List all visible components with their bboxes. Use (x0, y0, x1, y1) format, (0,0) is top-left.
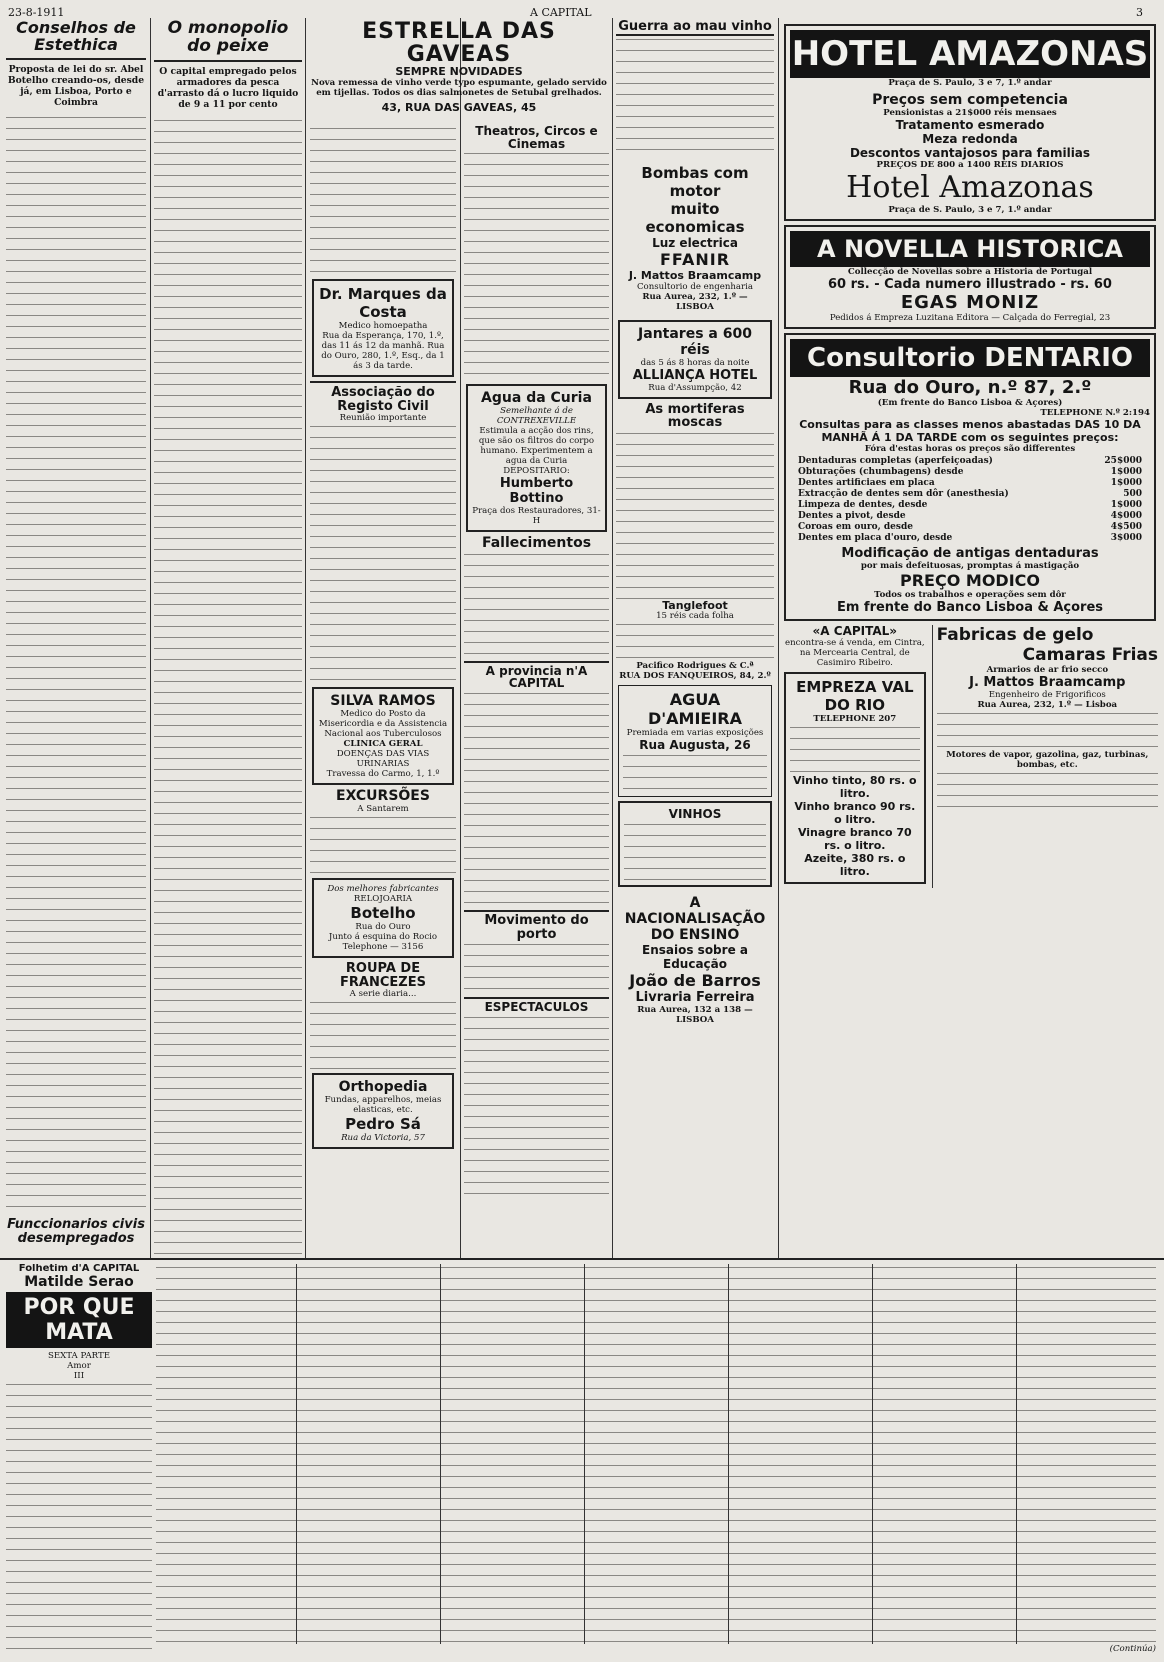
silva-sub2: DOENÇAS DAS VIAS URINARIAS (336, 749, 430, 770)
botelho-addr2: Junto á esquina do Rocio (328, 931, 438, 942)
price-value: 1$000 (1110, 478, 1142, 488)
article-lead-estethica: Proposta de lei do sr. Abel Botelho creando-os, desde já, em Lisboa, Porto e Coimbra (7, 63, 145, 109)
dentario-line2: Fóra d'estas horas os preços são differentes (864, 444, 1076, 454)
capital-box-text: encontra-se á venda, em Cintra, na Mercearia Central, de Casimiro Ribeiro. (784, 637, 925, 668)
bombas-addr: Rua Aurea, 232, 1.º — LISBOA (642, 291, 748, 312)
hotel-sub: Preços sem competencia (872, 92, 1068, 108)
dentario-line: Consultas para as classes menos abastadas DAS 10 DA MANHÃ Á 1 DA TARDE com os seguintes preços: (799, 418, 1141, 444)
fabricas-title2: Camaras Frias (1022, 645, 1158, 665)
hotel-line5: PREÇOS DE 800 a 1400 RÉIS DIARIOS (876, 160, 1064, 170)
estrella-text: Nova remessa de vinho verde typo espumante, gelado servido em tijellas. Todos os dias salmonetes de Setubal grelhados. (311, 77, 607, 98)
roupa-body (310, 999, 456, 1069)
folhetim-header (6, 1264, 152, 1658)
orthopedia-addr: Rua da Victoria, 57 (341, 1133, 425, 1144)
roupa-title: ROUPA DE FRANCEZES (340, 960, 426, 990)
dentario-phone: TELEPHONE N.º 2:194 (1040, 408, 1150, 418)
price-row (798, 522, 1142, 533)
allianca-title: Jantares a 600 réis (638, 325, 752, 358)
price-row (798, 467, 1142, 478)
provincia-title: A provincia n'A CAPITAL (464, 661, 609, 690)
allianca-name: ALLIANÇA HOTEL (632, 367, 758, 383)
tanglefoot-addr: RUA DOS FANQUEIROS, 84, 2.º (619, 671, 771, 682)
estrella-sub: SEMPRE NOVIDADES (395, 65, 523, 79)
ad-orthopedia (312, 1073, 454, 1149)
price-row (798, 511, 1142, 522)
curia-name: Humberto Bottino (499, 476, 574, 507)
novella-title: A NOVELLA HISTORICA (790, 231, 1150, 267)
price-value: 25$000 (1104, 456, 1142, 466)
estrella-address: 43, RUA DAS GAVEAS, 45 (381, 100, 537, 114)
fabricas-body (937, 710, 1158, 750)
dentario-title: Consultorio DENTARIO (790, 339, 1150, 377)
ad-silva-ramos (312, 687, 454, 785)
ad-estrella-gaveas (310, 20, 608, 120)
registo-sub: Reunião importante (339, 413, 427, 424)
bombas-title: Bombas com motor (641, 163, 749, 200)
orthopedia-name: Pedro Sá (345, 1115, 421, 1134)
left-subcolumn (782, 625, 928, 888)
hotel-addr2: Praça de S. Paulo, 3 e 7, 1.º andar (888, 205, 1052, 215)
ad-botelho (312, 878, 454, 958)
excursoes-sub: A Santarem (357, 803, 409, 814)
dentario-line6: Todos os trabalhos e operações sem dôr (874, 590, 1066, 600)
ameira-title: AGUA D'AMIEIRA (647, 690, 743, 729)
folhetim-title: POR QUE MATA (6, 1292, 152, 1348)
roupa-sub: A serie diaria... (349, 989, 417, 1000)
botelho-phone: Telephone — 3156 (342, 941, 424, 952)
registo-title: Associação do Registo Civil (310, 381, 456, 413)
dentario-line4: por mais defeituosas, promptas á mastigação (860, 561, 1080, 571)
hotel-line: Pensionistas a 21$000 réis mensaes (883, 108, 1057, 118)
fabricas-body2 (937, 770, 1158, 810)
silva-addr: Travessa do Carmo, 1, 1.º (326, 769, 440, 780)
nacional-shop: Livraria Ferreira (635, 990, 755, 1006)
ad-bombas-motor (618, 160, 772, 316)
botelho-tag: Dos melhores fabricantes (327, 883, 439, 894)
price-row (798, 533, 1142, 544)
article-title-estethica: Conselhos de Estethica (16, 20, 136, 54)
masthead: A CAPITAL (530, 6, 592, 19)
price-item: Coroas em ouro, desde (798, 522, 913, 532)
tanglefoot-dep: Pacifico Rodrigues & C.ª (636, 661, 754, 672)
silva-title: SILVA RAMOS (330, 693, 436, 710)
bottom-right-ads (782, 625, 1158, 888)
column-6 (782, 20, 1158, 1256)
fabricas-title: Fabricas de gelo (936, 625, 1094, 645)
falecimentos-body (464, 551, 609, 661)
marques-title: Dr. Marques da Costa (319, 285, 447, 321)
empreza-body (790, 724, 920, 774)
fabricas-sub: Armarios de ar frio secco (986, 665, 1109, 675)
hotel-title2: Hotel Amazonas (846, 170, 1094, 205)
ad-nacionalisacao (618, 891, 772, 1029)
nacional-title: A NACIONALISAÇÃO DO ENSINO (624, 895, 766, 944)
provincia-body (464, 690, 609, 910)
registo-body (310, 423, 456, 683)
empreza-line3: Vinagre branco 70 rs. o litro. (797, 825, 912, 852)
guerra-body (616, 36, 774, 156)
marques-text: Rua da Esperança, 170, 1.º, das 11 ás 12 da manhã. Rua do Ouro, 280, 1.º, Esq., da 1 ás 3 da tarde. (321, 331, 445, 371)
hotel-addr: Praça de S. Paulo, 3 e 7, 1.º andar (888, 78, 1052, 88)
price-value: 4$500 (1110, 522, 1142, 532)
dentario-line5: PREÇO MODICO (900, 571, 1040, 590)
price-value: 1$000 (1110, 500, 1142, 510)
continua-label: (Continúa) (1109, 1644, 1156, 1654)
novella-addr: Pedidos á Empreza Luzitana Editora — Calçada do Ferregial, 23 (829, 313, 1111, 323)
empreza-line: Vinho tinto, 80 rs. o litro. (793, 773, 917, 800)
price-value: 1$000 (1110, 467, 1142, 477)
capital-box-title: «A CAPITAL» (812, 624, 898, 638)
bombas-name2: J. Mattos Braamcamp (628, 268, 762, 282)
ad-agua-curia (466, 384, 607, 532)
curia-text: Estimula a acção dos rins, que são os filtros do corpo humano. Experimentem a agua da Curia (478, 426, 595, 467)
price-item: Dentes artificiaes em placa (798, 478, 935, 488)
moscas-body (616, 430, 774, 600)
fabricas-line: Motores de vapor, gazolina, gaz, turbinas, bombas, etc. (946, 750, 1149, 770)
ameira-addr: Rua Augusta, 26 (639, 738, 751, 753)
orthopedia-title: Orthopedia (338, 1079, 428, 1096)
nacional-sub: Ensaios sobre a Educação (642, 943, 748, 972)
ad-marques-costa (312, 279, 454, 377)
vinhos-body (624, 821, 766, 881)
curia-addr: Praça dos Restauradores, 31-H (472, 506, 601, 527)
column-5 (616, 20, 774, 1256)
curia-dep: DEPOSITARIO: (503, 466, 570, 477)
estrella-title: ESTRELLA DAS GAVEAS (362, 20, 556, 68)
article-body-estethica (6, 114, 146, 1214)
ad-empreza-val-rio (784, 672, 926, 884)
silva-text: Medico do Posto da Misericordia e da Assistencia Nacional aos Tuberculosos (318, 709, 448, 740)
article-lead-monopolio: O capital empregado pelos armadores da pesca d'arrasto dá o lucro liquido de 9 a 11 por cento (157, 65, 299, 111)
column-3 (310, 125, 456, 1255)
price-item: Limpeza de dentes, desde (798, 500, 928, 510)
dentario-line7: Em frente do Banco Lisboa & Açores (836, 600, 1104, 615)
moscas-title: As mortiferas moscas (645, 401, 745, 431)
fabricas-addr: Rua Aurea, 232, 1.º — Lisboa (977, 700, 1118, 710)
article-title-monopolio: O monopolio do peixe (167, 20, 289, 56)
bombas-sub: Luz electrica (652, 235, 738, 250)
price-row (798, 456, 1142, 467)
guerra-title: Guerra ao mau vinho (616, 20, 774, 36)
folhetim-sub: Amor (67, 1361, 91, 1372)
empreza-phone: TELEPHONE 207 (813, 713, 897, 724)
price-value: 4$000 (1110, 511, 1142, 521)
folhetim-part: SEXTA PARTE (47, 1351, 110, 1362)
orthopedia-text: Fundas, apparelhos, meias elasticas, etc. (324, 1095, 442, 1116)
price-value: 500 (1123, 489, 1142, 499)
fabricas-name: J. Mattos Braamcamp (969, 675, 1126, 690)
botelho-kind: RELOJOARIA (353, 893, 413, 904)
bombas-title2: muito economicas (645, 199, 745, 236)
empreza-line2: Vinho branco 90 rs. o litro. (794, 799, 916, 826)
ad-fabricas-gelo (932, 625, 1158, 888)
hotel-title: HOTEL AMAZONAS (790, 30, 1150, 78)
theatros-title: Theatros, Circos e Cinemas (475, 125, 598, 151)
folhetim-label: Folhetim d'A CAPITAL (18, 1264, 140, 1274)
allianca-sub: das 5 ás 8 horas da noite (640, 357, 750, 368)
bombas-sub2: Consultorio de engenharia (636, 281, 754, 292)
price-item: Dentes a pivot, desde (798, 511, 906, 521)
novella-name: EGAS MONIZ (900, 292, 1040, 313)
folhetim-body-1 (6, 1381, 152, 1651)
novella-price: 60 rs. - Cada numero illustrado - rs. 60 (828, 277, 1112, 292)
ameira-sub: Premiada em varias exposições (626, 728, 764, 739)
excursoes-title: EXCURSÕES (336, 788, 430, 805)
theatros-body (464, 150, 609, 380)
folhetim-body-rest (156, 1264, 1156, 1644)
folhetim-author: Matilde Serao (24, 1273, 134, 1290)
novella-sub: Collecção de Novellas sobre a Historia de Portugal (847, 267, 1093, 277)
espectaculos-body (464, 1014, 609, 1194)
botelho-addr: Rua do Ouro (355, 921, 411, 932)
price-row (798, 500, 1142, 511)
column-estethica (6, 20, 146, 1256)
espectaculos-title: ESPECTACULOS (464, 997, 609, 1014)
tanglefoot-title: Tanglefoot (662, 598, 728, 612)
dentario-line3: Modificação de antigas dentaduras (841, 546, 1099, 561)
dentario-addr: Rua do Ouro, n.º 87, 2.º (848, 377, 1092, 398)
ameira-body (623, 752, 767, 792)
nacional-name: João de Barros (629, 971, 761, 991)
ad-hotel-amazonas (784, 24, 1156, 221)
price-item: Dentaduras completas (aperfeiçoadas) (798, 456, 993, 466)
porto-title: Movimento do porto (464, 910, 609, 941)
column-monopolio (154, 20, 302, 1256)
allianca-addr: Rua d'Assumpção, 42 (648, 382, 742, 393)
price-row (798, 478, 1142, 489)
empreza-title: EMPREZA VAL DO RIO (796, 677, 914, 714)
issue-date: 23-8-1911 (8, 6, 65, 19)
vinhos-title: VINHOS (668, 807, 722, 822)
ad-agua-amieira (618, 685, 772, 797)
porto-body (464, 941, 609, 997)
botelho-name: Botelho (350, 903, 416, 922)
silva-sub: CLINICA GERAL (343, 739, 423, 750)
folhetim-num: III (73, 1371, 85, 1382)
tanglefoot-body (616, 621, 774, 661)
column-4 (464, 125, 609, 1255)
article-body-continued (310, 125, 456, 275)
falecimentos-title: Fallecimentos (481, 535, 592, 552)
hotel-line2: Tratamento esmerado (895, 118, 1045, 132)
price-value: 3$000 (1110, 533, 1142, 543)
excursoes-body (310, 814, 456, 874)
dentario-price-list (790, 454, 1150, 546)
hotel-line4: Descontos vantajosos para familias (849, 146, 1091, 160)
ad-consultorio-dentario (784, 333, 1156, 621)
dentario-sub: (Em frente do Banco Lisboa & Açores) (877, 398, 1063, 408)
bombas-name: FFANIR (659, 249, 731, 269)
curia-title: Agua da Curia (481, 390, 592, 407)
price-item: Obturações (chumbagens) desde (798, 467, 964, 477)
fabricas-sub2: Engenheiro de Frigorificos (988, 690, 1106, 700)
ad-vinhos (618, 801, 772, 887)
ad-novella-historica (784, 225, 1156, 329)
subhead-funccionarios: Funccionarios civis desempregados (7, 1217, 145, 1247)
price-item: Extracção de dentes sem dôr (anesthesia) (798, 489, 1009, 499)
curia-sub: Semelhante á de CONTREXEVILLE (496, 406, 577, 427)
hotel-line3: Meza redonda (922, 132, 1018, 146)
tanglefoot-price: 15 réis cada folha (656, 611, 734, 622)
empreza-line4: Azeite, 380 rs. o litro. (804, 851, 906, 878)
ad-allianca-hotel (618, 320, 772, 399)
nacional-addr: Rua Aurea, 132 a 138 — LISBOA (637, 1005, 753, 1026)
price-row (798, 489, 1142, 500)
page-number: 3 (1136, 6, 1143, 19)
article-body-monopolio (154, 117, 302, 1257)
marques-sub: Medico homoepatha (338, 321, 428, 331)
price-item: Dentes em placa d'ouro, desde (798, 533, 953, 543)
folhetim-columns (156, 1264, 1156, 1658)
